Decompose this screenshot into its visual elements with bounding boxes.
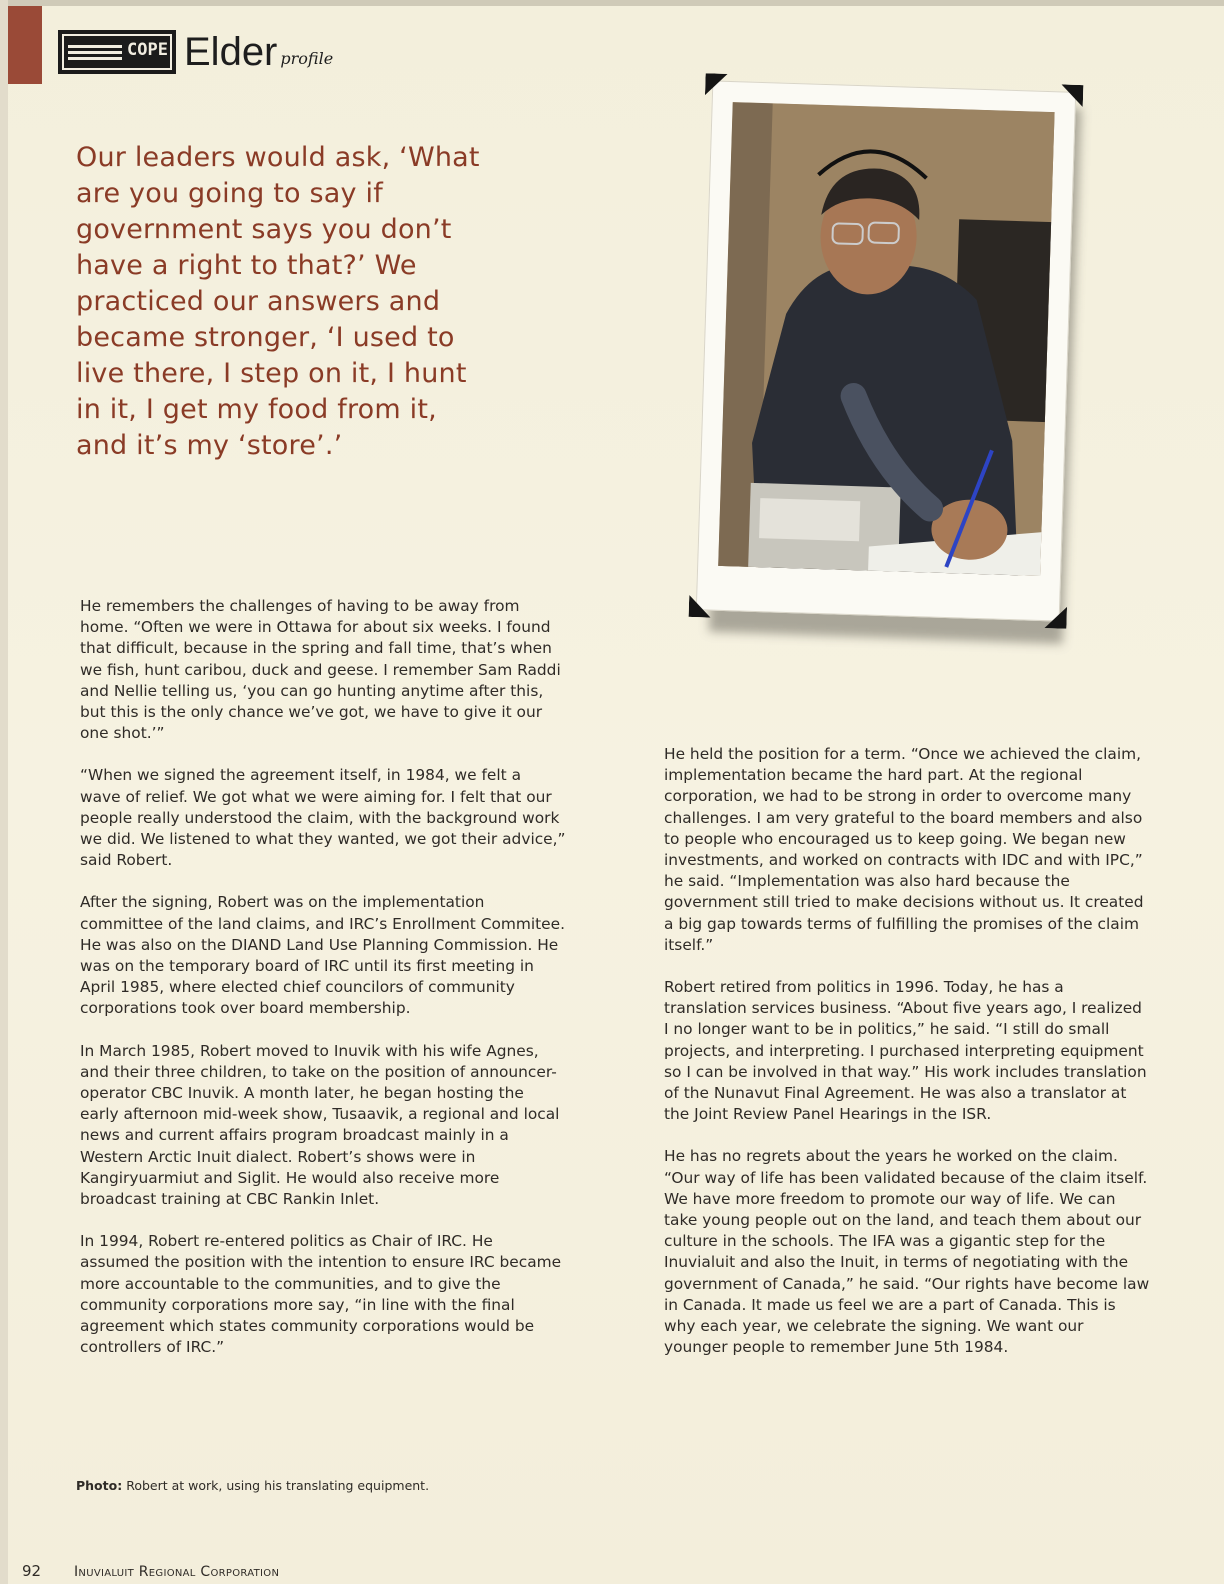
- photo-corner: [1061, 84, 1084, 107]
- page-footer: [22, 1562, 279, 1580]
- section-title: Elder: [184, 30, 278, 74]
- cope-logo: [58, 30, 176, 74]
- publication-name: Inuvialuit Regional Corporation: [74, 1564, 280, 1580]
- photo-frame: [696, 80, 1076, 621]
- page-number: 92: [22, 1562, 42, 1580]
- pull-quote: Our leaders would ask, ‘What are you going to say if government says you don’t have a right to that?’ We practiced our answers and became stronger, ‘I used to live there, I step on it, I hunt in it, I get my food from it, and it’s my ‘store’.’: [76, 142, 480, 461]
- section-subtitle: profile: [280, 49, 334, 68]
- paragraph: In March 1985, Robert moved to Inuvik with his wife Agnes, and their three children, to take on the position of announcer-operator CBC Inuvik. A month later, he began hosting the early afternoon mid-week show, Tusaavik, a regional and local news and current affairs program broadcast mainly in a Western Arctic Inuit dialect. Robert’s shows were in Kangiryuarmiut and Siglit. He would also receive more broadcast training at CBC Rankin Inlet.: [80, 1041, 560, 1209]
- paragraph: In 1994, Robert re-entered politics as Chair of IRC. He assumed the position with the intention to ensure IRC became more accountable to the communities, and to give the community corporations more say, “in line with the final agreement which states community corporations would be controllers of IRC.”: [80, 1232, 562, 1357]
- paragraph: Robert retired from politics in 1996. Today, he has a translation services business. “About five years ago, I realized I no longer want to be in politics,” he said. “I still do small projects, and interpreting. I purchased interpreting equipment so I can be involved in that way.” His work includes translation of the Nunavut Final Agreement. He was also a translator at the Joint Review Panel Hearings in the ISR.: [664, 978, 1147, 1124]
- caption-text: Robert at work, using his translating equipment.: [126, 1478, 430, 1493]
- section-accent-bar: [8, 6, 42, 84]
- caption-label: Photo:: [76, 1478, 123, 1493]
- binding-edge: [0, 0, 8, 1584]
- section-header: [58, 24, 333, 74]
- photo-corner: [705, 73, 728, 96]
- left-column: [80, 596, 566, 1380]
- photo-robert-translating: [718, 102, 1054, 576]
- paragraph: He held the position for a term. “Once we achieved the claim, implementation became the hard part. At the regional corporation, we had to be strong in order to overcome many challenges. I am very grateful to the board members and also to people who encouraged us to keep going. We began new investments, and worked on contracts with IDC and with IPC,” he said. “Implementation was also hard because the government still tried to make decisions without us. It created a big gap towards terms of fulfilling the promises of the claim itself.”: [664, 745, 1144, 954]
- logo-text: COPE: [127, 40, 168, 60]
- paragraph: He has no regrets about the years he worked on the claim. “Our way of life has been validated because of the claim itself. We have more freedom to promote our way of life. We can take young people out on the land, and teach them about our culture in the schools. The IFA was a gigantic step for the Inuvialuit and also the Inuit, in terms of negotiating with the government of Canada,” he said. “Our rights have become law in Canada. It made us feel we are a part of Canada. This is why each year, we celebrate the signing. We want our younger people to remember June 5th 1984.: [664, 1147, 1150, 1357]
- paragraph: “When we signed the agreement itself, in 1984, we felt a wave of relief. We got what we were aiming for. I felt that our people really understood the claim, with the background work we did. We listened to what they wanted, we got their advice,” said Robert.: [80, 766, 566, 870]
- photo-caption: [76, 1478, 429, 1493]
- right-column: [664, 744, 1150, 1379]
- top-rule: [0, 0, 1224, 6]
- photo-illustration: [718, 102, 1054, 576]
- paragraph: He remembers the challenges of having to be away from home. “Often we were in Ottawa for about six weeks. I found that difficult, because in the spring and fall time, that’s when we fish, hunt caribou, duck and geese. I remember Sam Raddi and Nellie telling us, ‘you can go hunting anytime after this, but this is the only chance we’ve got, we have to give it our one shot.’”: [80, 597, 561, 743]
- paragraph: After the signing, Robert was on the implementation committee of the land claims, and IRC’s Enrollment Commitee. He was also on the DIAND Land Use Planning Commission. He was on the temporary board of IRC until its first meeting in April 1985, where elected chief councilors of community corporations took over board membership.: [80, 893, 566, 1018]
- photo-corner: [689, 595, 712, 618]
